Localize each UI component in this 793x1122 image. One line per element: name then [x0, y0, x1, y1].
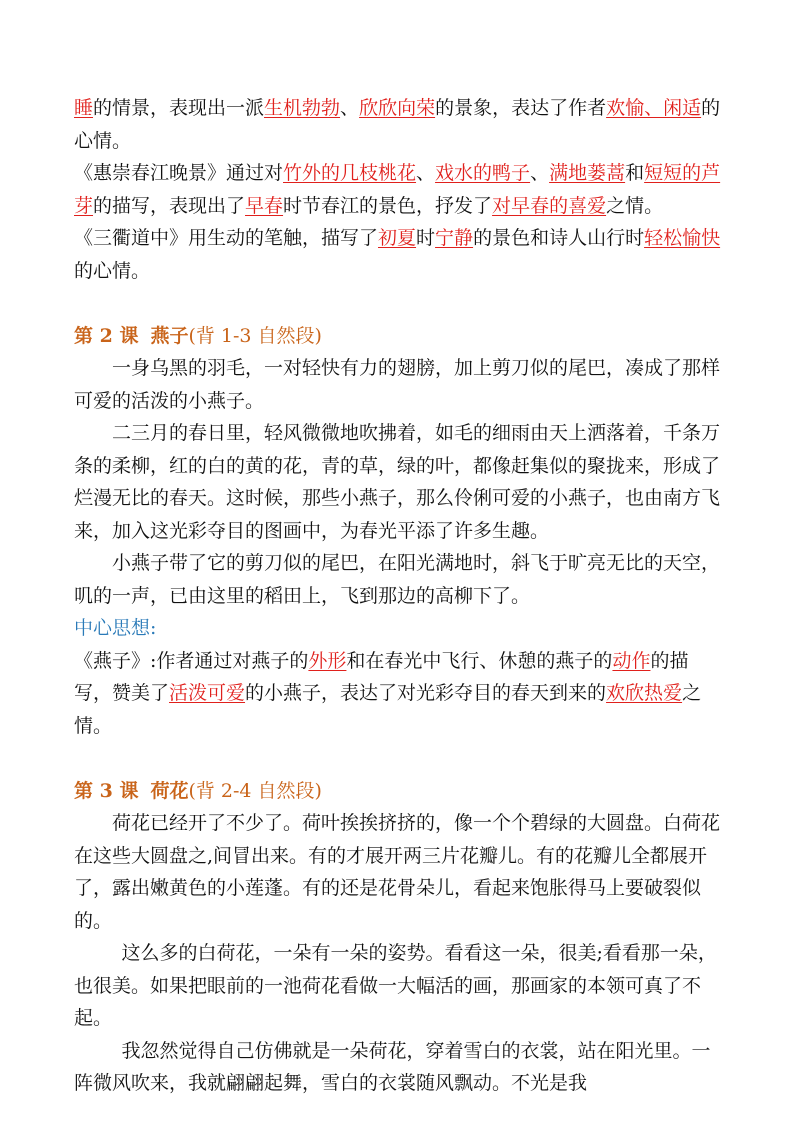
lesson-2-paragraph: 二三月的春日里，轻风微微地吹拂着，如毛的细雨由天上洒落着，千条万条的柔柳，红的白的黄的花，青的草，绿的叶，都像赶集似的聚拢来，形成了烂漫无比的春天。这时候，那些小燕子，那么伶俐可爱的小燕子，也由南方飞来，加入这光彩夺目的图画中，为春光平添了许多生趣。	[74, 422, 721, 542]
highlight: 早春	[245, 194, 284, 217]
text: 、	[416, 162, 436, 184]
highlight: 欣欣向荣	[359, 97, 436, 119]
center-idea-paragraph	[74, 645, 724, 743]
text: 的小燕子，表达了对光彩夺目的春天到来的	[245, 682, 607, 704]
highlight: 活泼可爱	[169, 682, 246, 704]
text: 和	[625, 162, 645, 184]
spacer	[74, 287, 724, 320]
text: 的景色和诗人山行时	[473, 227, 645, 249]
text: 《惠崇春江晚景》通过对	[74, 162, 284, 184]
text: 的描写，赞美了	[74, 649, 689, 704]
text: 《燕子》:作者通过对燕子的	[74, 649, 309, 672]
lesson-number: 第 2 课	[74, 324, 139, 347]
text: 的景象，表达了作者	[435, 97, 607, 119]
highlight: 生机勃勃	[264, 97, 341, 119]
summary-paragraph-huichong	[74, 157, 724, 222]
lesson-2-paragraph: 一身乌黑的羽毛，一对轻快有力的翅膀，加上剪刀似的尾巴，凑成了那样可爱的活泼的小燕子。	[74, 357, 721, 412]
text: 的心情。	[74, 259, 151, 282]
highlight: 轻松愉快	[644, 227, 721, 249]
text: 的描写，表现出了	[93, 194, 246, 217]
lesson-title: 荷花	[150, 779, 189, 802]
lesson-title: 燕子	[150, 324, 189, 347]
highlight: 睡	[74, 97, 94, 119]
highlight: 外形	[308, 649, 347, 672]
highlight: 满地蒌蒿	[549, 162, 626, 184]
recite-note: (背 2-4 自然段)	[188, 779, 322, 802]
text: 的心情。	[74, 97, 721, 152]
highlight: 初夏	[378, 227, 417, 249]
highlight: 竹外的几枝桃花	[283, 162, 417, 184]
text: 之情。	[74, 682, 702, 737]
lesson-number: 第 3 课	[74, 779, 139, 802]
recite-note: (背 1-3 自然段)	[188, 324, 322, 347]
highlight: 短短的芦芽	[74, 162, 721, 217]
text: 、	[530, 162, 550, 184]
text: 和在春光中飞行、休憩的燕子的	[346, 649, 613, 672]
lesson-3-paragraph: 荷花已经开了不少了。荷叶挨挨挤挤的，像一个个碧绿的大圆盘。白荷花在这些大圆盘之,间冒出来。有的才展开两三片花瓣儿。有的花瓣儿全都展开了，露出嫩黄色的小莲蓬。有的还是花骨朵儿，看起来饱胀得马上要破裂似的。	[74, 812, 721, 932]
text: 时节春江的景色，抒发了	[283, 194, 493, 217]
highlight: 宁静	[435, 227, 474, 249]
lesson-3-heading	[74, 775, 724, 808]
text: 《三衢道中》用生动的笔触，描写了	[74, 227, 379, 249]
document-page	[74, 92, 724, 1100]
text: 之情。	[606, 194, 664, 217]
text: 的情景，表现出一派	[93, 97, 265, 119]
lesson-3-paragraph: 这么多的白荷花，一朵有一朵的姿势。看看这一朵，很美;看看那一朵，也很美。如果把眼前的一池荷花看做一大幅活的画，那画家的本领可真了不起。	[74, 942, 717, 1029]
center-idea-label: 中心思想:	[74, 617, 157, 639]
spacer	[74, 742, 724, 775]
highlight: 欢欣热爱	[606, 682, 683, 704]
summary-paragraph-sanqu	[74, 222, 724, 287]
highlight: 欢愉、闲适	[606, 97, 702, 119]
lesson-2-heading	[74, 320, 724, 353]
highlight: 对早春的喜爱	[492, 194, 607, 217]
text: 、	[340, 97, 360, 119]
highlight: 戏水的鸭子	[435, 162, 531, 184]
lesson-3-paragraph: 我忽然觉得自己仿佛就是一朵荷花，穿着雪白的衣裳，站在阳光里。一阵微风吹来，我就翩翩起舞，雪白的衣裳随风飘动。不光是我	[74, 1039, 711, 1094]
summary-paragraph-spring-poem	[74, 92, 724, 157]
lesson-2-paragraph: 小燕子带了它的剪刀似的尾巴，在阳光满地时，斜飞于旷亮无比的天空，叽的一声，已由这里的稻田上，飞到那边的高柳下了。	[74, 552, 721, 607]
text: 时	[416, 227, 436, 249]
highlight: 动作	[612, 649, 651, 672]
